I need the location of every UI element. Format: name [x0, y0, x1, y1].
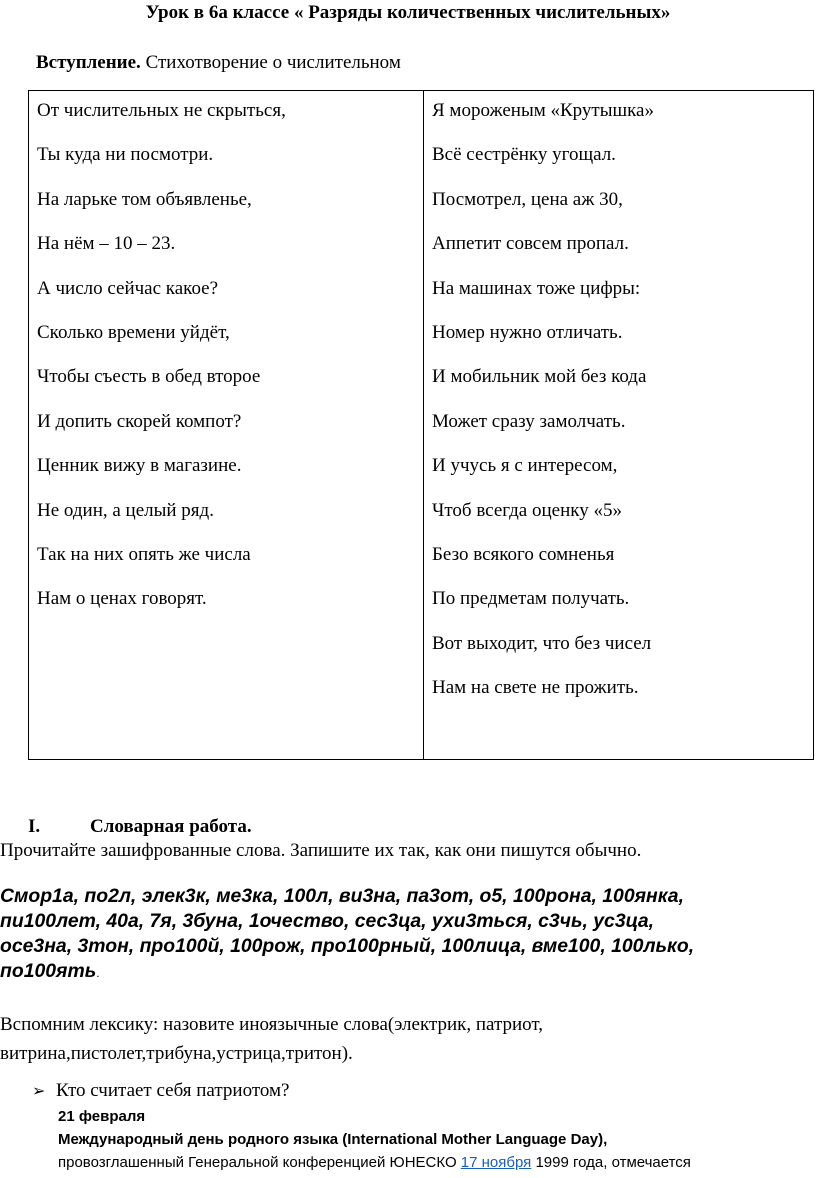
poem-line: Не один, а целый ряд.	[37, 499, 214, 521]
poem-line: От числительных не скрыться,	[37, 100, 286, 121]
lexicon-paragraph	[0, 1010, 812, 1068]
intro-label: Вступление.	[36, 52, 141, 73]
poem-line: Посмотрел, цена аж 30,	[432, 188, 623, 210]
cipher-last-word: по100ять	[0, 960, 97, 982]
section-number: I.	[28, 816, 41, 837]
holiday-date: 21 февраля	[58, 1108, 146, 1125]
poem-line: Ты куда ни посмотри.	[37, 144, 214, 166]
poem-column-left	[37, 100, 286, 633]
cipher-end-dot: .	[96, 966, 100, 980]
lexicon-line: Вспомним лексику: назовите иноязычные слова(электрик, патриот,	[0, 1014, 544, 1035]
poem-line: Вот выходит, что без чисел	[432, 632, 652, 654]
poem-line: Чтоб всегда оценку «5»	[432, 499, 622, 521]
poem-line: Может сразу замолчать.	[432, 410, 626, 432]
poem-line: На машинах тоже цифры:	[432, 277, 641, 299]
holiday-description-end: 1999 года, отмечается	[531, 1154, 691, 1171]
section-heading	[28, 816, 252, 838]
cipher-line	[0, 959, 800, 986]
poem-line: А число сейчас какое?	[37, 277, 219, 299]
poem-table	[28, 90, 814, 760]
date-link[interactable]: 17 ноября	[460, 1154, 532, 1171]
cipher-line: осе3на, 3тон, про100й, 100рож, про100рный, 100лица, вме100, 100лько,	[0, 935, 695, 957]
poem-column-right	[432, 100, 654, 721]
holiday-name: Международный день родного языка (International Mother Language Day),	[58, 1131, 608, 1148]
poem-line: Нам на свете не прожить.	[432, 677, 639, 699]
bullet-item	[32, 1080, 289, 1102]
lexicon-line: витрина,пистолет,трибуна,устрица,тритон).	[0, 1043, 353, 1064]
poem-line: На ларьке том объявленье,	[37, 188, 252, 210]
bullet-text: Кто считает себя патриотом?	[56, 1080, 290, 1101]
poem-line: Я мороженым «Крутышка»	[432, 100, 654, 121]
poem-line: Чтобы съесть в обед второе	[37, 366, 261, 388]
page-title: Урок в 6а классе « Разряды количественных числительных»	[145, 2, 671, 23]
section-title: Словарная работа.	[90, 816, 252, 837]
cipher-words	[0, 884, 800, 986]
poem-line: И допить скорей компот?	[37, 410, 242, 432]
holiday-description-start: провозглашенный Генеральной конференцией ЮНЕСКО	[58, 1154, 461, 1171]
cipher-line: пи100лет, 40а, 7я, 3буна, 1очество, сес3ца, ухи3ться, с3чь, ус3ца,	[0, 910, 655, 932]
intro-text: Стихотворение о числительном	[140, 52, 401, 73]
cipher-line: Смор1а, по2л, элек3к, ме3ка, 100л, ви3на, па3от, о5, 100рона, 100янка,	[0, 885, 684, 907]
poem-line: Всё сестрёнку угощал.	[432, 144, 616, 166]
poem-line: На нём – 10 – 23.	[37, 233, 176, 255]
poem-line: И мобильник мой без кода	[432, 366, 647, 388]
poem-line: По предметам получать.	[432, 588, 630, 610]
poem-line: Так на них опять же числа	[37, 543, 251, 565]
poem-line: Ценник вижу в магазине.	[37, 455, 242, 477]
poem-line: Сколько времени уйдёт,	[37, 321, 230, 343]
intro-line	[36, 52, 401, 74]
holiday-description	[58, 1154, 691, 1171]
arrow-bullet-icon: ➢	[32, 1081, 46, 1100]
task-instruction: Прочитайте зашифрованные слова. Запишите их так, как они пишутся обычно.	[0, 840, 642, 861]
poem-line: И учусь я с интересом,	[432, 455, 618, 477]
poem-table-divider	[423, 91, 424, 759]
poem-line: Номер нужно отличать.	[432, 321, 623, 343]
poem-line: Аппетит совсем пропал.	[432, 233, 629, 255]
poem-line: Безо всякого сомненья	[432, 543, 615, 565]
poem-line: Нам о ценах говорят.	[37, 588, 207, 610]
